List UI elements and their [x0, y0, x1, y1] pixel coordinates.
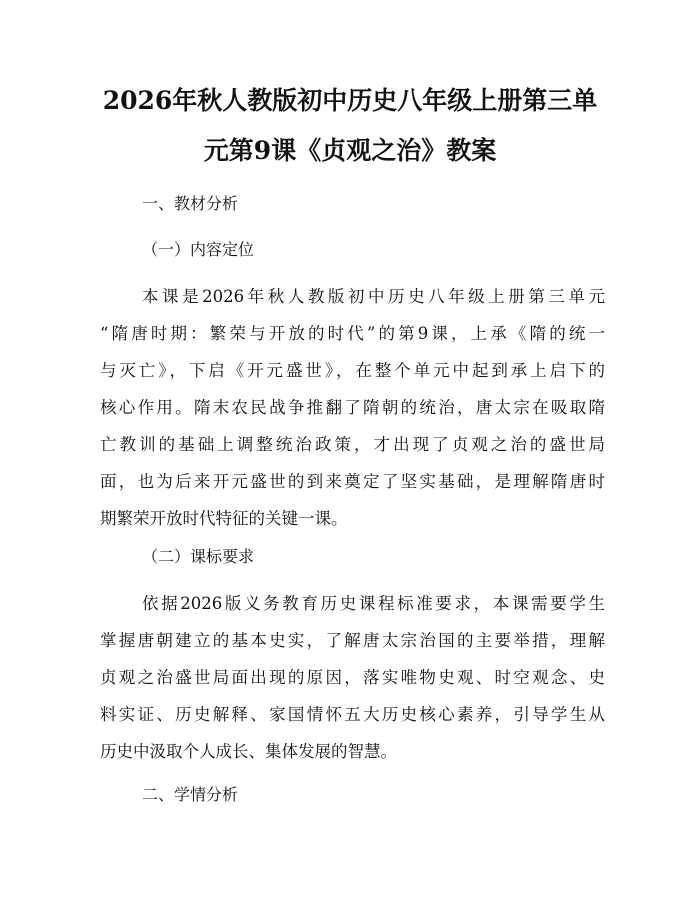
paragraph-line: “隋唐时期：繁荣与开放的时代”的第9课，上承《隋的统一 — [100, 324, 605, 343]
paragraph-line: 期繁荣开放时代特征的关键一课。 — [100, 509, 348, 528]
paragraph-line: 与灭亡》，下启《开元盛世》，在整个单元中起到承上启下的 — [100, 361, 605, 380]
paragraph-line: 掌握唐朝建立的基本史实，了解唐太宗治国的主要举措，理解 — [100, 631, 605, 650]
paragraph-line: 料实证、历史解释、家国情怀五大历史核心素养，引导学生从 — [100, 705, 605, 724]
document-title-line-1: 2026年秋人教版初中历史八年级上册第三单 — [102, 86, 598, 115]
section-heading-textbook-analysis: 一、教材分析 — [142, 194, 239, 213]
paragraph-line: 核心作用。隋末农民战争推翻了隋朝的统治，唐太宗在吸取隋 — [100, 398, 605, 417]
paragraph-line: 本课是2026年秋人教版初中历史八年级上册第三单元 — [142, 287, 605, 306]
subsection-heading-content-position: （一）内容定位 — [142, 240, 255, 259]
section-heading-learner-analysis: 二、学情分析 — [142, 785, 239, 804]
paragraph-line: 贞观之治盛世局面出现的原因，落实唯物史观、时空观念、史 — [100, 668, 605, 687]
subsection-heading-curriculum-requirements: （二）课标要求 — [142, 547, 255, 566]
paragraph-line: 历史中汲取个人成长、集体发展的智慧。 — [100, 742, 397, 761]
paragraph-line: 亡教训的基础上调整统治政策，才出现了贞观之治的盛世局 — [100, 435, 605, 454]
document-title-line-2: 元第9课《贞观之治》教案 — [203, 136, 497, 165]
paragraph-line: 依据2026版义务教育历史课程标准要求，本课需要学生 — [142, 594, 605, 613]
paragraph-line: 面，也为后来开元盛世的到来奠定了坚实基础，是理解隋唐时 — [100, 472, 605, 491]
